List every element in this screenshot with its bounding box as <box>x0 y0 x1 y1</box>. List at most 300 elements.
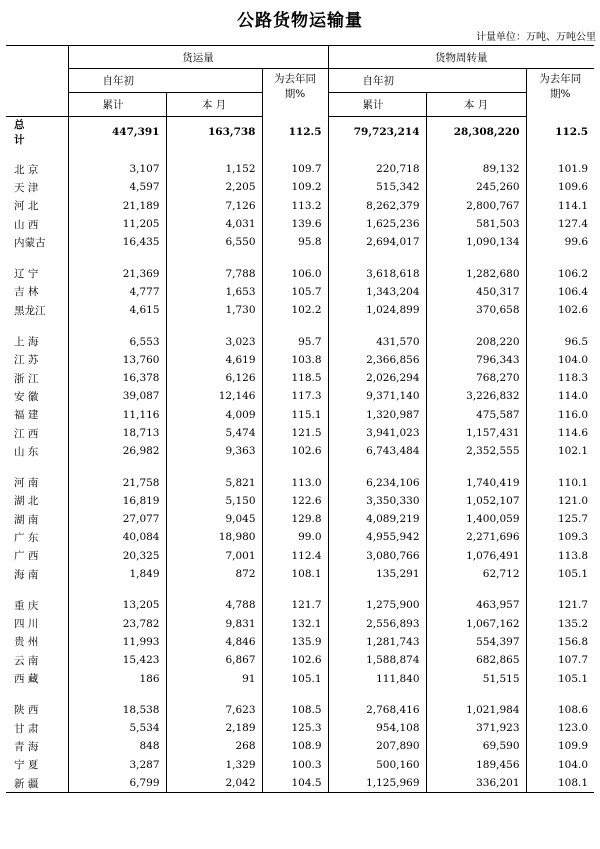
volume-cumulative: 18,713 <box>122 427 160 439</box>
volume-yoy <box>262 319 328 332</box>
volume-yoy: 102.6 <box>262 651 328 669</box>
volume-month: 91 <box>166 669 262 687</box>
volume-yoy <box>262 583 328 596</box>
spacer-row <box>6 460 594 473</box>
turnover-yoy: 121.7 <box>526 596 594 614</box>
turnover-cumulative: 135,291 <box>376 568 420 581</box>
turnover-header: 货物周转量 <box>328 46 594 69</box>
turnover-yoy: 96.5 <box>526 332 594 350</box>
turnover-yoy: 121.0 <box>526 492 594 510</box>
ytd-header-volume: 自年初 <box>68 69 262 93</box>
table-row <box>6 547 594 565</box>
region-name: 辽 宁 <box>6 264 68 282</box>
yoy-line2: 期% <box>550 88 571 100</box>
volume-cumulative: 1,849 <box>129 568 160 581</box>
turnover-month: 2,800,767 <box>426 197 526 215</box>
volume-month: 7,623 <box>166 701 262 719</box>
turnover-cumulative: 4,955,942 <box>366 531 420 544</box>
region-name: 吉 林 <box>6 283 68 301</box>
freight-table <box>6 45 594 793</box>
turnover-cumulative: 3,618,618 <box>366 267 420 280</box>
turnover-cumulative: 500,160 <box>376 758 420 771</box>
volume-cumulative: 40,084 <box>122 531 160 544</box>
volume-cumulative: 16,378 <box>122 372 160 385</box>
region-name: 内蒙古 <box>6 233 68 251</box>
total-row <box>6 117 594 148</box>
volume-month: 872 <box>166 565 262 583</box>
turnover-yoy: 107.7 <box>526 651 594 669</box>
turnover-cumulative: 2,366,856 <box>366 353 420 366</box>
spacer-row <box>6 251 594 264</box>
table-row <box>6 369 594 387</box>
table-row <box>6 197 594 215</box>
volume-month: 2,042 <box>166 774 262 793</box>
turnover-cumulative: 1,588,874 <box>366 654 420 667</box>
volume-cumulative: 3,107 <box>129 163 160 176</box>
region-name: 安 徽 <box>6 387 68 405</box>
volume-yoy: 121.7 <box>262 596 328 614</box>
turnover-yoy: 108.1 <box>526 774 594 793</box>
volume-yoy: 112.4 <box>262 547 328 565</box>
volume-cumulative: 4,615 <box>129 304 160 317</box>
turnover-yoy: 102.1 <box>526 442 594 460</box>
turnover-month: 796,343 <box>426 351 526 369</box>
volume-month: 4,788 <box>166 596 262 614</box>
volume-yoy: 108.1 <box>262 565 328 583</box>
volume-cumulative: 5,534 <box>129 722 160 735</box>
turnover-month <box>426 319 526 332</box>
volume-yoy: 108.5 <box>262 701 328 719</box>
volume-month: 2,189 <box>166 719 262 737</box>
volume-cumulative <box>68 460 166 473</box>
turnover-cumulative: 2,768,416 <box>366 703 420 716</box>
volume-yoy <box>262 147 328 160</box>
turnover-month: 768,270 <box>426 369 526 387</box>
volume-cumulative: 16,819 <box>122 494 160 507</box>
turnover-yoy <box>526 460 594 473</box>
turnover-yoy: 104.0 <box>526 756 594 774</box>
spacer-row <box>6 583 594 596</box>
table-row <box>6 283 594 301</box>
turnover-cumulative: 954,108 <box>376 722 420 735</box>
volume-cumulative: 186 <box>139 672 160 685</box>
region-name <box>6 460 68 473</box>
table-row <box>6 651 594 669</box>
turnover-yoy: 114.1 <box>526 197 594 215</box>
yoy-header-volume <box>262 69 328 117</box>
turnover-cumulative: 515,342 <box>376 181 420 194</box>
volume-cumulative: 21,369 <box>122 267 160 280</box>
turnover-yoy: 156.8 <box>526 633 594 651</box>
volume-month <box>166 251 262 264</box>
table-row <box>6 424 594 442</box>
table-row <box>6 301 594 319</box>
turnover-yoy: 104.0 <box>526 351 594 369</box>
turnover-month: 2,271,696 <box>426 528 526 546</box>
volume-month: 7,126 <box>166 197 262 215</box>
table-row <box>6 701 594 719</box>
volume-month <box>166 583 262 596</box>
volume-yoy: 113.0 <box>262 473 328 491</box>
turnover-yoy: 105.1 <box>526 565 594 583</box>
turnover-cumulative: 4,089,219 <box>366 513 420 526</box>
turnover-yoy: 105.1 <box>526 669 594 687</box>
cumulative-header-volume: 累计 <box>68 93 166 117</box>
volume-yoy: 105.7 <box>262 283 328 301</box>
volume-yoy: 95.7 <box>262 332 328 350</box>
region-name <box>6 319 68 332</box>
turnover-month: 475,587 <box>426 406 526 424</box>
turnover-month: 336,201 <box>426 774 526 793</box>
turnover-yoy: 106.4 <box>526 283 594 301</box>
turnover-cumulative: 1,625,236 <box>366 218 420 231</box>
region-name <box>6 688 68 701</box>
turnover-month: 3,226,832 <box>426 387 526 405</box>
turnover-yoy: 101.9 <box>526 160 594 178</box>
turnover-cumulative: 1,125,969 <box>328 774 426 793</box>
region-name: 湖 南 <box>6 510 68 528</box>
table-row <box>6 633 594 651</box>
table-row <box>6 160 594 178</box>
yoy-header-turnover <box>526 69 594 117</box>
turnover-cumulative: 1,320,987 <box>366 408 420 421</box>
turnover-month: 1,052,107 <box>426 492 526 510</box>
volume-cumulative: 26,982 <box>122 445 160 458</box>
region-name: 西 藏 <box>6 669 68 687</box>
volume-month <box>166 319 262 332</box>
region-name: 北 京 <box>6 160 68 178</box>
turnover-yoy: 114.6 <box>526 424 594 442</box>
volume-yoy: 108.9 <box>262 737 328 755</box>
volume-month: 1,152 <box>166 160 262 178</box>
table-row <box>6 510 594 528</box>
table-row <box>6 178 594 196</box>
turnover-cumulative: 1,281,743 <box>366 635 420 648</box>
turnover-yoy <box>526 251 594 264</box>
yoy-line1: 为去年同 <box>274 73 316 85</box>
freight-volume-header: 货运量 <box>68 46 328 69</box>
volume-cumulative: 11,116 <box>122 408 160 421</box>
turnover-cumulative <box>328 147 426 160</box>
turnover-cumulative: 1,343,204 <box>366 285 420 298</box>
region-name: 青 海 <box>6 737 68 755</box>
volume-cumulative: 23,782 <box>122 617 160 630</box>
volume-yoy <box>262 688 328 701</box>
volume-month: 1,730 <box>166 301 262 319</box>
turnover-cumulative: 8,262,379 <box>366 199 420 212</box>
turnover-cumulative: 111,840 <box>376 672 420 685</box>
turnover-month: 370,658 <box>426 301 526 319</box>
volume-cumulative: 11,993 <box>122 635 160 648</box>
region-name: 重 庆 <box>6 596 68 614</box>
region-name: 宁 夏 <box>6 756 68 774</box>
volume-yoy: 118.5 <box>262 369 328 387</box>
turnover-month <box>426 460 526 473</box>
region-name <box>6 147 68 160</box>
volume-cumulative: 11,205 <box>122 218 160 231</box>
volume-cumulative: 21,189 <box>122 199 160 212</box>
ytd-header-turnover: 自年初 <box>328 69 526 93</box>
turnover-yoy <box>526 147 594 160</box>
turnover-month: 1,400,059 <box>426 510 526 528</box>
turnover-cumulative <box>328 319 426 332</box>
volume-yoy: 113.2 <box>262 197 328 215</box>
volume-month: 9,045 <box>166 510 262 528</box>
cumulative-header-turnover: 累计 <box>328 93 426 117</box>
unit-note: 计量单位：万吨、万吨公里 <box>476 32 596 43</box>
turnover-month: 189,456 <box>426 756 526 774</box>
turnover-cumulative: 9,371,140 <box>366 390 420 403</box>
volume-cumulative <box>68 147 166 160</box>
turnover-month: 1,021,984 <box>426 701 526 719</box>
volume-cumulative: 848 <box>139 740 160 753</box>
turnover-month: 1,157,431 <box>426 424 526 442</box>
volume-yoy: 132.1 <box>262 615 328 633</box>
table-row <box>6 615 594 633</box>
turnover-month: 69,590 <box>426 737 526 755</box>
volume-cumulative: 13,760 <box>122 353 160 366</box>
region-name: 海 南 <box>6 565 68 583</box>
volume-month: 7,001 <box>166 547 262 565</box>
turnover-yoy: 118.3 <box>526 369 594 387</box>
table-row <box>6 756 594 774</box>
turnover-month: 2,352,555 <box>426 442 526 460</box>
turnover-month: 450,317 <box>426 283 526 301</box>
volume-yoy: 106.0 <box>262 264 328 282</box>
region-name: 广 西 <box>6 547 68 565</box>
region-name: 河 北 <box>6 197 68 215</box>
volume-month: 1,329 <box>166 756 262 774</box>
volume-cumulative: 3,287 <box>129 758 160 771</box>
turnover-month: 28,308,220 <box>426 117 526 148</box>
turnover-cumulative <box>328 460 426 473</box>
region-name: 山 东 <box>6 442 68 460</box>
turnover-yoy: 116.0 <box>526 406 594 424</box>
volume-month: 5,150 <box>166 492 262 510</box>
turnover-month: 371,923 <box>426 719 526 737</box>
yoy-line2: 期% <box>284 88 306 100</box>
table-row <box>6 596 594 614</box>
table-row <box>6 528 594 546</box>
volume-cumulative: 6,799 <box>68 774 166 793</box>
volume-cumulative <box>68 688 166 701</box>
table-row <box>6 264 594 282</box>
region-name: 贵 州 <box>6 633 68 651</box>
volume-cumulative: 4,777 <box>129 285 160 298</box>
region-name: 四 川 <box>6 615 68 633</box>
region-name: 总计 <box>6 117 68 148</box>
volume-cumulative <box>68 319 166 332</box>
volume-cumulative <box>68 251 166 264</box>
volume-month: 9,831 <box>166 615 262 633</box>
turnover-cumulative: 79,723,214 <box>353 126 420 138</box>
volume-month: 6,550 <box>166 233 262 251</box>
table-row <box>6 565 594 583</box>
volume-yoy: 122.6 <box>262 492 328 510</box>
turnover-month: 208,220 <box>426 332 526 350</box>
turnover-yoy: 102.6 <box>526 301 594 319</box>
turnover-yoy: 114.0 <box>526 387 594 405</box>
volume-month <box>166 688 262 701</box>
volume-yoy: 135.9 <box>262 633 328 651</box>
turnover-month: 1,067,162 <box>426 615 526 633</box>
turnover-cumulative: 3,350,330 <box>366 494 420 507</box>
volume-cumulative: 4,597 <box>129 181 160 194</box>
turnover-month: 62,712 <box>426 565 526 583</box>
volume-yoy: 95.8 <box>262 233 328 251</box>
volume-yoy: 100.3 <box>262 756 328 774</box>
volume-month: 4,009 <box>166 406 262 424</box>
region-header <box>6 46 68 117</box>
volume-month: 9,363 <box>166 442 262 460</box>
turnover-month: 245,260 <box>426 178 526 196</box>
month-header-volume: 本 月 <box>166 93 262 117</box>
table-row <box>6 406 594 424</box>
turnover-month <box>426 147 526 160</box>
volume-yoy: 109.7 <box>262 160 328 178</box>
volume-cumulative: 21,758 <box>122 476 160 489</box>
region-name: 天 津 <box>6 178 68 196</box>
turnover-cumulative: 3,941,023 <box>366 427 420 439</box>
table-row <box>6 332 594 350</box>
turnover-yoy: 112.5 <box>526 117 594 148</box>
volume-yoy: 112.5 <box>262 117 328 148</box>
table-row <box>6 719 594 737</box>
table-row <box>6 442 594 460</box>
turnover-month <box>426 251 526 264</box>
turnover-month: 1,740,419 <box>426 473 526 491</box>
volume-cumulative <box>68 583 166 596</box>
volume-yoy <box>262 460 328 473</box>
turnover-month: 554,397 <box>426 633 526 651</box>
turnover-month: 1,282,680 <box>426 264 526 282</box>
volume-month: 1,653 <box>166 283 262 301</box>
volume-month <box>166 460 262 473</box>
region-name: 河 南 <box>6 473 68 491</box>
region-name: 江 苏 <box>6 351 68 369</box>
turnover-cumulative <box>328 251 426 264</box>
turnover-month: 51,515 <box>426 669 526 687</box>
turnover-month: 463,957 <box>426 596 526 614</box>
volume-yoy: 115.1 <box>262 406 328 424</box>
volume-cumulative: 18,538 <box>122 703 160 716</box>
turnover-cumulative: 6,743,484 <box>366 445 420 458</box>
table-row <box>6 774 594 793</box>
volume-yoy: 99.0 <box>262 528 328 546</box>
turnover-cumulative: 431,570 <box>376 335 420 348</box>
region-name: 陕 西 <box>6 701 68 719</box>
table-row <box>6 473 594 491</box>
turnover-yoy: 106.2 <box>526 264 594 282</box>
volume-yoy: 105.1 <box>262 669 328 687</box>
turnover-month <box>426 583 526 596</box>
volume-yoy: 109.2 <box>262 178 328 196</box>
turnover-cumulative: 2,556,893 <box>366 617 420 630</box>
turnover-yoy: 125.7 <box>526 510 594 528</box>
volume-cumulative: 6,553 <box>129 335 160 348</box>
volume-month: 3,023 <box>166 332 262 350</box>
turnover-cumulative: 2,694,017 <box>366 236 420 249</box>
volume-cumulative: 39,087 <box>122 390 160 403</box>
turnover-month: 1,076,491 <box>426 547 526 565</box>
volume-month <box>166 147 262 160</box>
table-row <box>6 492 594 510</box>
volume-month: 7,788 <box>166 264 262 282</box>
page-title: 公路货物运输量 <box>237 11 363 31</box>
turnover-cumulative: 220,718 <box>376 163 420 176</box>
region-name: 黑龙江 <box>6 301 68 319</box>
turnover-cumulative: 3,080,766 <box>366 549 420 562</box>
volume-month: 18,980 <box>166 528 262 546</box>
turnover-yoy: 109.9 <box>526 737 594 755</box>
volume-month: 12,146 <box>166 387 262 405</box>
volume-yoy: 102.6 <box>262 442 328 460</box>
volume-month: 5,821 <box>166 473 262 491</box>
turnover-month <box>426 688 526 701</box>
volume-month: 4,846 <box>166 633 262 651</box>
region-name <box>6 583 68 596</box>
volume-yoy: 103.8 <box>262 351 328 369</box>
volume-cumulative: 20,325 <box>122 549 160 562</box>
region-name: 上 海 <box>6 332 68 350</box>
region-name: 甘 肃 <box>6 719 68 737</box>
turnover-yoy: 108.6 <box>526 701 594 719</box>
turnover-cumulative: 1,275,900 <box>366 599 420 612</box>
volume-month: 4,031 <box>166 215 262 233</box>
volume-month: 6,867 <box>166 651 262 669</box>
turnover-month: 682,865 <box>426 651 526 669</box>
volume-month: 268 <box>166 737 262 755</box>
volume-cumulative: 15,423 <box>122 654 160 667</box>
turnover-cumulative <box>328 583 426 596</box>
yoy-line1: 为去年同 <box>539 73 582 85</box>
table-row <box>6 669 594 687</box>
turnover-yoy: 123.0 <box>526 719 594 737</box>
turnover-month: 581,503 <box>426 215 526 233</box>
volume-cumulative: 13,205 <box>122 599 160 612</box>
month-header-turnover: 本 月 <box>426 93 526 117</box>
turnover-cumulative: 6,234,106 <box>366 476 420 489</box>
turnover-cumulative: 2,026,294 <box>366 372 420 385</box>
turnover-yoy: 109.6 <box>526 178 594 196</box>
region-name: 福 建 <box>6 406 68 424</box>
turnover-month: 1,090,134 <box>426 233 526 251</box>
volume-month: 4,619 <box>166 351 262 369</box>
volume-yoy: 102.2 <box>262 301 328 319</box>
turnover-cumulative: 1,024,899 <box>366 304 420 317</box>
volume-yoy: 129.8 <box>262 510 328 528</box>
volume-yoy: 121.5 <box>262 424 328 442</box>
volume-month: 163,738 <box>166 117 262 148</box>
turnover-month: 89,132 <box>426 160 526 178</box>
volume-cumulative: 16,435 <box>122 236 160 249</box>
volume-month: 5,474 <box>166 424 262 442</box>
turnover-yoy <box>526 688 594 701</box>
region-name <box>6 251 68 264</box>
region-name: 山 西 <box>6 215 68 233</box>
volume-cumulative: 27,077 <box>122 513 160 526</box>
table-row <box>6 233 594 251</box>
table-row <box>6 737 594 755</box>
turnover-cumulative: 207,890 <box>376 740 420 753</box>
turnover-cumulative <box>328 688 426 701</box>
region-name: 新 疆 <box>6 774 68 793</box>
volume-month: 6,126 <box>166 369 262 387</box>
turnover-yoy: 110.1 <box>526 473 594 491</box>
spacer-row <box>6 319 594 332</box>
volume-yoy: 139.6 <box>262 215 328 233</box>
table-row <box>6 387 594 405</box>
